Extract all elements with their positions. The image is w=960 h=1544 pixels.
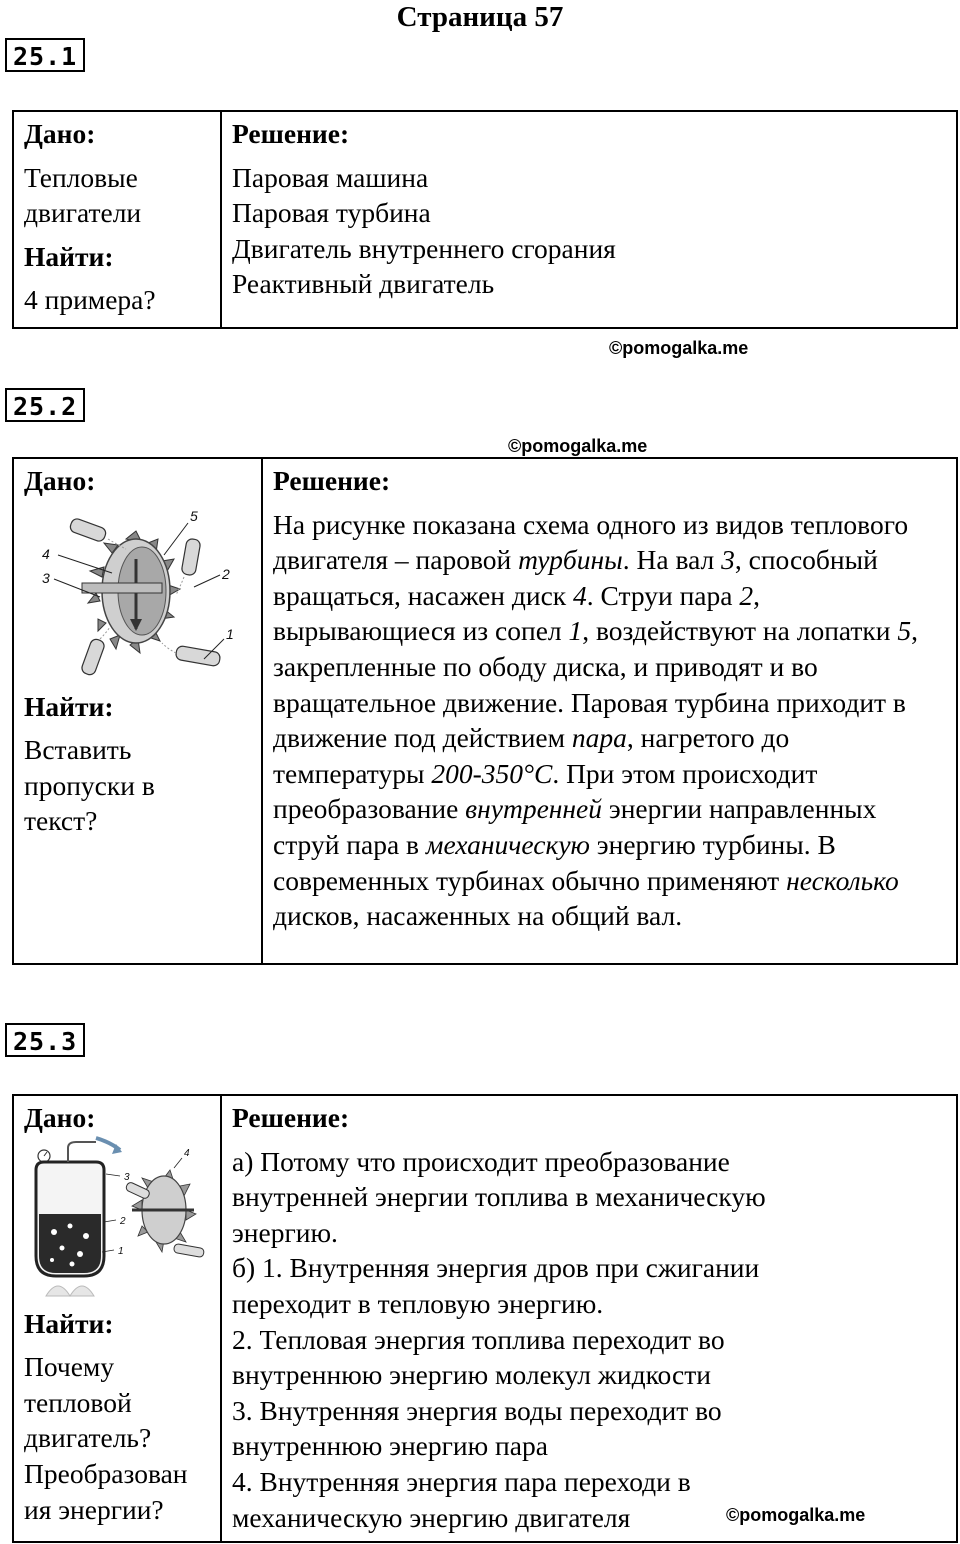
solution-line: внутренней энергии топлива в механическую xyxy=(232,1181,766,1213)
task-number-25-3: 25.3 xyxy=(5,1023,85,1057)
solution-line: 3. Внутренняя энергия воды переходит во xyxy=(232,1394,722,1426)
find-line: тепловой xyxy=(24,1386,132,1418)
solution-line: механическую энергию двигателя xyxy=(232,1501,631,1533)
given-cell xyxy=(13,1095,221,1542)
solution-line: энергию. xyxy=(232,1216,338,1248)
figure-label: 2 xyxy=(222,565,230,582)
solution-line: б) 1. Внутренняя энергия дров при сжигании xyxy=(232,1252,760,1284)
find-line: Преобразован xyxy=(24,1457,188,1489)
figure-label: 3 xyxy=(124,1171,130,1183)
steam-turbine-figure xyxy=(24,499,249,689)
solution-line: Двигатель внутреннего сгорания xyxy=(232,232,616,264)
given-label: Дано: xyxy=(24,465,96,496)
find-line: ия энергии? xyxy=(24,1493,164,1525)
task-number-25-2: 25.2 xyxy=(5,388,85,422)
given-line: Тепловые xyxy=(24,161,138,193)
figure-label: 4 xyxy=(42,545,50,562)
find-label: Найти: xyxy=(24,1307,114,1339)
figure-label: 2 xyxy=(120,1215,126,1227)
solution-label: Решение: xyxy=(232,118,350,149)
find-line: текст? xyxy=(24,805,98,837)
solution-line: 2. Тепловая энергия топлива переходит во xyxy=(232,1323,725,1355)
solution-line: внутреннюю энергию пара xyxy=(232,1430,548,1462)
given-label: Дано: xyxy=(24,1102,96,1133)
task-number-25-1: 25.1 xyxy=(5,38,85,72)
solution-paragraph: На рисунке показана схема одного из видов теплового двигателя – паровой турбины. На вал 3, способный вращаться, насажен диск 4. Струи пара 2, вырывающиеся из сопел 1, воздействуют на лопатки 5, закрепленные по ободу диска, и приводят и во вращательное движение. Паровая турбина приходит в движение под действием пара, нагретого до температуры 200-350°С. При этом происходит преобразование внутренней энергии направленных струй пара в механическую энергию турбины. В современных турбинах обычно применяют несколько дисков, насаженных на общий вал. xyxy=(273,508,919,932)
watermark: ©pomogalka.me xyxy=(508,436,648,456)
figure-label: 1 xyxy=(118,1245,124,1257)
given-cell xyxy=(13,458,262,964)
given-line: двигатели xyxy=(24,197,142,229)
solution-line: Паровая машина xyxy=(232,161,429,193)
solution-cell xyxy=(262,458,957,964)
page-title: Страница 57 xyxy=(396,1,564,33)
task-table-25-2 xyxy=(12,457,958,965)
given-label: Дано: xyxy=(24,118,96,149)
watermark: ©pomogalka.me xyxy=(609,338,749,358)
figure-label: 4 xyxy=(184,1147,190,1159)
solution-label: Решение: xyxy=(273,465,391,496)
solution-line: Реактивный двигатель xyxy=(232,268,495,300)
find-line: Почему xyxy=(24,1351,115,1383)
solution-line: а) Потому что происходит преобразование xyxy=(232,1145,730,1177)
find-label: Найти: xyxy=(24,690,114,722)
heat-engine-figure xyxy=(24,1136,214,1306)
find-line: пропуски в xyxy=(24,769,155,801)
solution-line: переходит в тепловую энергию. xyxy=(232,1287,604,1319)
find-line: Вставить xyxy=(24,734,132,766)
find-line: 4 примера? xyxy=(24,284,156,316)
given-cell xyxy=(13,111,221,328)
watermark: ©pomogalka.me xyxy=(726,1505,866,1525)
solution-line: 4. Внутренняя энергия пара переходи в xyxy=(232,1465,691,1497)
figure-label: 5 xyxy=(190,507,198,524)
solution-line: Паровая турбина xyxy=(232,197,431,229)
find-label: Найти: xyxy=(24,240,114,272)
solution-line: внутреннюю энергию молекул жидкости xyxy=(232,1359,711,1391)
figure-label: 3 xyxy=(42,569,50,586)
solution-label: Решение: xyxy=(232,1102,350,1133)
find-line: двигатель? xyxy=(24,1422,152,1454)
task-table-25-3 xyxy=(12,1094,958,1543)
task-table-25-1 xyxy=(12,110,958,329)
figure-label: 1 xyxy=(226,625,234,642)
solution-cell xyxy=(221,1095,957,1542)
solution-cell xyxy=(221,111,957,328)
